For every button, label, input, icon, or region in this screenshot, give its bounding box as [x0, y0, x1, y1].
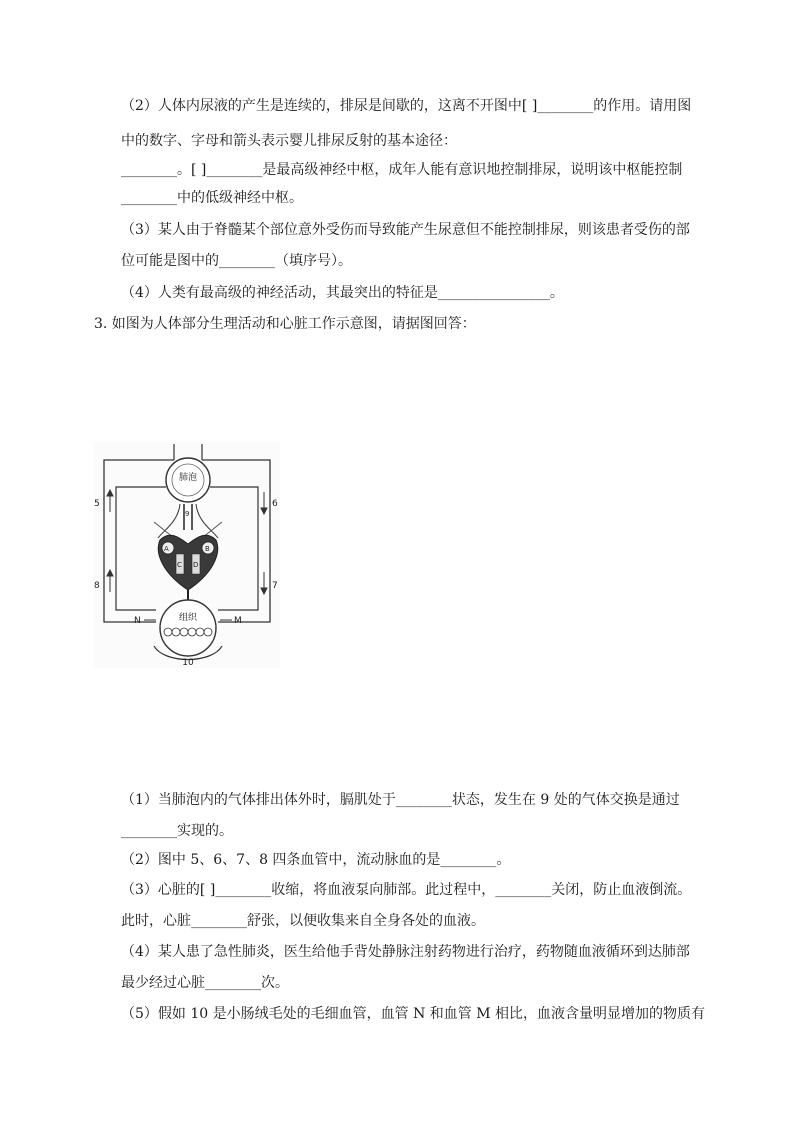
q3-line-6: （4）某人患了急性肺炎，医生给他手背处静脉注射药物进行治疗，药物随血液循环到达肺部 [121, 944, 690, 960]
q3-line-4: （3）心脏的[ ]________收缩，将血液泵向肺部。此过程中，________关闭，防止血液倒流。 [121, 882, 692, 898]
q3-line-8: （5）假如 10 是小肠绒毛处的毛细血管，血管 N 和血管 M 相比，血液含量明显增加的物质有 [121, 1006, 706, 1022]
label-9: 9 [185, 510, 190, 518]
tissue-label: 组织 [178, 613, 198, 623]
q3-line-3: （2）图中 5、6、7、8 四条血管中，流动脉血的是________。 [121, 852, 511, 868]
q2-line-4: ________中的低级神经中枢。 [121, 190, 303, 206]
label-6: 6 [272, 499, 278, 509]
alveolus-label: 肺泡 [178, 473, 198, 483]
q2-line-3: ________。[ ]________是最高级神经中枢，成年人能有意识地控制排尿，说明该中枢能控制 [121, 162, 683, 178]
letter-n: N [134, 616, 141, 626]
label-7: 7 [272, 581, 278, 591]
letter-c: C [177, 561, 182, 569]
q2-line-2: 中的数字、字母和箭头表示婴儿排尿反射的基本途径： [121, 133, 457, 149]
q2-line-1: （2）人体内尿液的产生是连续的，排尿是间歇的，这离不开图中[ ]________的作用。请用图 [121, 98, 692, 114]
letter-d: D [193, 561, 199, 569]
q3-line-7: 最少经过心脏________次。 [121, 975, 289, 991]
q3-line-1: （1）当肺泡内的气体排出体外时，膈肌处于________状态，发生在 9 处的气体交换是通过 [121, 792, 680, 808]
circulation-diagram-svg [94, 442, 280, 668]
q3-line-2: ________实现的。 [121, 823, 233, 839]
q3-line-5: 此时，心脏________舒张，以便收集来自全身各处的血液。 [121, 913, 485, 929]
letter-a: A [164, 545, 169, 553]
letter-b: B [205, 545, 210, 553]
q2-line-6: 位可能是图中的________（填序号）。 [121, 253, 352, 269]
label-8: 8 [94, 581, 100, 591]
q3-title: 3. 如图为人体部分生理活动和心脏工作示意图，请据图回答： [94, 316, 476, 332]
label-10: 10 [182, 658, 194, 668]
q2-line-5: （3）某人由于脊髓某个部位意外受伤而导致能产生尿意但不能控制排尿，则该患者受伤的部 [121, 222, 690, 238]
letter-m: M [234, 616, 242, 626]
circulation-diagram [94, 442, 280, 668]
label-5: 5 [94, 499, 100, 509]
q2-line-7: （4）人类有最高级的神经活动，其最突出的特征是________________。 [121, 285, 564, 301]
